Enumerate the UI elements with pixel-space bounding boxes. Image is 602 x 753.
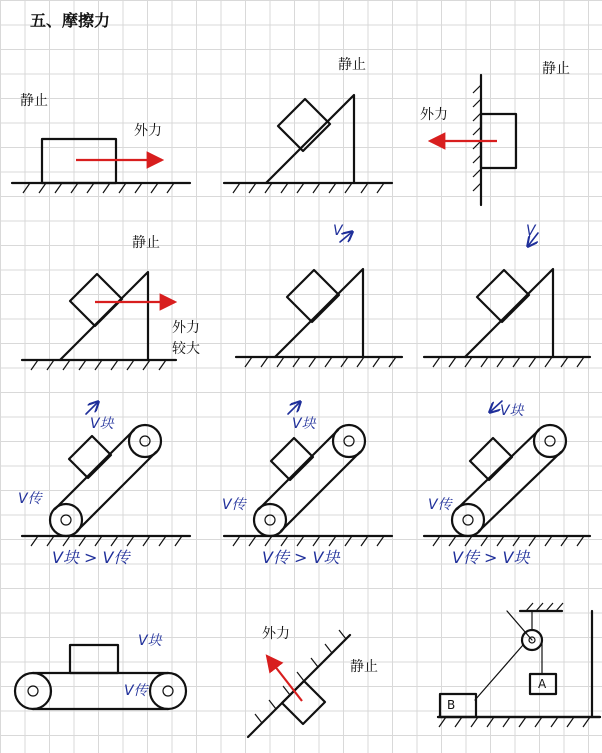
panel-incline-moving-down bbox=[424, 233, 590, 367]
block bbox=[70, 645, 118, 673]
label-b: B bbox=[447, 698, 456, 712]
label-comparison: V传 > V块 bbox=[262, 548, 340, 567]
panel-conveyor-block-down bbox=[424, 401, 590, 546]
page-title: 五、摩擦力 bbox=[30, 11, 111, 30]
block bbox=[470, 438, 512, 480]
label-rest: 静止 bbox=[350, 659, 378, 675]
block bbox=[477, 270, 529, 322]
label-external-force: 外力 bbox=[262, 626, 290, 642]
label-comparison: V块 > V传 bbox=[52, 548, 130, 567]
label-rest: 静止 bbox=[20, 93, 48, 109]
panel-block-on-ground bbox=[12, 139, 190, 193]
block bbox=[69, 436, 111, 478]
label-velocity: V bbox=[526, 223, 536, 239]
label-v-belt: V传 bbox=[222, 497, 246, 513]
label-external-force: 外力 bbox=[172, 320, 200, 336]
panel-horizontal-conveyor bbox=[15, 645, 186, 709]
block bbox=[70, 274, 122, 326]
panel-pulley-system bbox=[438, 603, 600, 727]
label-v-belt: V传 bbox=[428, 497, 452, 513]
panel-incline-large-force bbox=[22, 272, 176, 370]
block-b bbox=[440, 694, 476, 717]
block bbox=[282, 681, 325, 724]
label-larger: 较大 bbox=[172, 341, 200, 357]
label-external-force: 外力 bbox=[134, 123, 162, 139]
label-external-force: 外力 bbox=[420, 107, 448, 123]
label-velocity: V bbox=[333, 223, 343, 239]
block bbox=[287, 270, 339, 322]
panel-block-on-incline bbox=[224, 95, 392, 193]
label-comparison: V传 > V块 bbox=[452, 548, 530, 567]
label-v-belt: V传 bbox=[124, 683, 148, 699]
label-rest: 静止 bbox=[338, 57, 366, 73]
label-v-block: V块 bbox=[500, 403, 524, 419]
label-rest: 静止 bbox=[542, 61, 570, 77]
label-rest: 静止 bbox=[132, 235, 160, 251]
panel-block-on-wall bbox=[430, 75, 516, 205]
label-v-belt: V传 bbox=[18, 491, 42, 507]
block bbox=[278, 99, 330, 151]
force-arrow bbox=[267, 656, 302, 701]
label-v-block: V块 bbox=[138, 633, 162, 649]
block bbox=[271, 438, 313, 480]
panel-block-under-incline bbox=[248, 630, 350, 737]
label-v-block: V块 bbox=[90, 416, 114, 432]
label-v-block: V块 bbox=[292, 416, 316, 432]
panel-incline-moving-up bbox=[236, 232, 402, 367]
label-a: A bbox=[538, 677, 547, 691]
